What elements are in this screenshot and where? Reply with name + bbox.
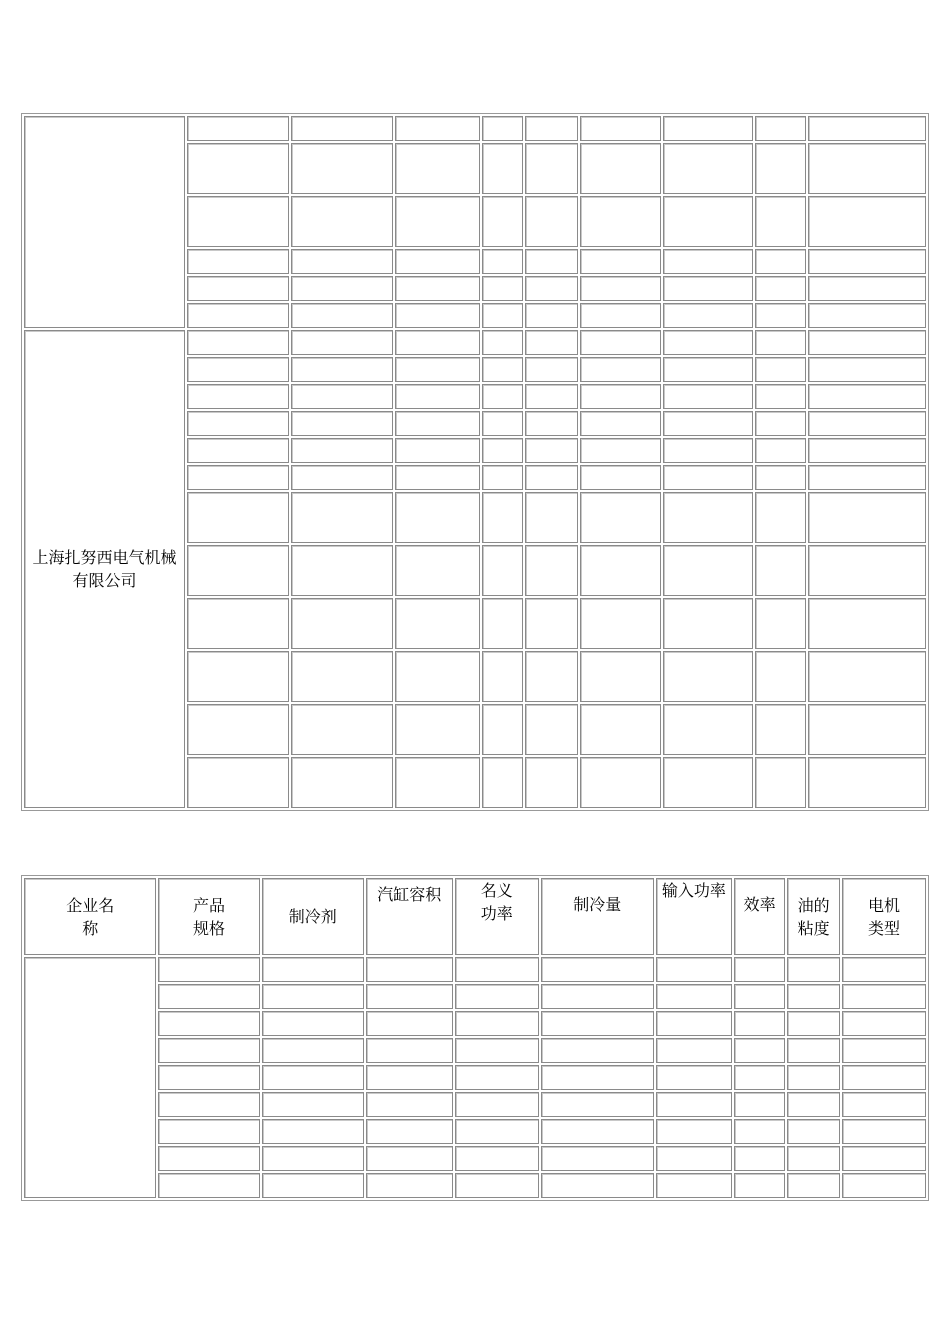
table-row: [24, 1173, 926, 1198]
table-cell: [541, 1092, 654, 1117]
table-cell: [808, 303, 926, 328]
table-cell: [482, 598, 524, 649]
table-cell: [482, 438, 524, 463]
table-cell: [482, 757, 524, 808]
table-cell: [580, 303, 661, 328]
table-cell: [187, 757, 289, 808]
table-cell: [395, 598, 480, 649]
company-cell: [24, 330, 185, 808]
table-cell: [755, 411, 806, 436]
table-cell: [663, 330, 753, 355]
table-cell: [808, 143, 926, 194]
table-cell: [842, 1038, 926, 1063]
table-cell: [158, 984, 259, 1009]
table-cell: [808, 276, 926, 301]
table-cell: [541, 1146, 654, 1171]
table-cell: [482, 276, 524, 301]
table-cell: [291, 249, 393, 274]
table-cell: [291, 411, 393, 436]
table-cell: [755, 196, 806, 247]
table-cell: [755, 492, 806, 543]
table-cell: [525, 411, 578, 436]
table-row: [24, 1092, 926, 1117]
table-cell: [656, 1092, 732, 1117]
table-row: [24, 1119, 926, 1144]
table-cell: [455, 1038, 539, 1063]
table-cell: [541, 1011, 654, 1036]
table-cell: [787, 1065, 840, 1090]
table-cell: [755, 276, 806, 301]
table-cell: [755, 330, 806, 355]
table-cell: [482, 704, 524, 755]
table-cell: [656, 1173, 732, 1198]
table-cell: [663, 492, 753, 543]
table-cell: [541, 1173, 654, 1198]
table-cell: [808, 757, 926, 808]
table-cell: [580, 757, 661, 808]
table-cell: [482, 545, 524, 596]
table-cell: [580, 143, 661, 194]
table-cell: [842, 1119, 926, 1144]
table-cell: [291, 384, 393, 409]
table-cell: [842, 984, 926, 1009]
table-cell: [366, 1146, 453, 1171]
table1-body: [24, 116, 926, 808]
table-cell: [580, 465, 661, 490]
table-cell: [808, 384, 926, 409]
company-cell: [24, 116, 185, 328]
table-cell: [755, 704, 806, 755]
table-row: [24, 116, 926, 141]
table-cell: [663, 249, 753, 274]
table-cell: [663, 411, 753, 436]
table-cell: [755, 757, 806, 808]
table-cell: [842, 1146, 926, 1171]
table-cell: [158, 1119, 259, 1144]
table-cell: [734, 1119, 786, 1144]
table-cell: [455, 957, 539, 982]
table-cell: [525, 492, 578, 543]
table-cell: [734, 1038, 786, 1063]
table-cell: [395, 357, 480, 382]
table-cell: [787, 1146, 840, 1171]
table-row: [24, 1065, 926, 1090]
table-cell: [734, 1011, 786, 1036]
table-cell: [291, 598, 393, 649]
table-cell: [158, 1038, 259, 1063]
table-cell: [187, 438, 289, 463]
table-cell: [580, 196, 661, 247]
table-cell: [541, 1119, 654, 1144]
table-cell: [482, 116, 524, 141]
table-cell: [656, 1038, 732, 1063]
table-cell: [842, 957, 926, 982]
table-cell: [455, 1092, 539, 1117]
table-cell: [395, 651, 480, 702]
table-cell: [291, 143, 393, 194]
table-cell: [395, 757, 480, 808]
table-cell: [291, 545, 393, 596]
table-cell: [455, 1119, 539, 1144]
table-cell: [187, 357, 289, 382]
table-cell: [395, 465, 480, 490]
table-cell: [395, 330, 480, 355]
table-cell: [187, 330, 289, 355]
table-cell: [291, 276, 393, 301]
table-cell: [808, 196, 926, 247]
table-cell: [395, 438, 480, 463]
table-cell: [656, 984, 732, 1009]
table-cell: [842, 1092, 926, 1117]
company-cell: [24, 957, 156, 1198]
table-cell: [187, 465, 289, 490]
table-cell: [158, 1146, 259, 1171]
table-cell: [525, 384, 578, 409]
table-cell: [395, 704, 480, 755]
table-row: [24, 1146, 926, 1171]
table-cell: [755, 438, 806, 463]
header-displacement: 汽缸容积: [366, 878, 453, 955]
table-cell: [291, 303, 393, 328]
table-cell: [187, 492, 289, 543]
table-cell: [291, 492, 393, 543]
table-cell: [291, 757, 393, 808]
table-row: [24, 1038, 926, 1063]
table-cell: [663, 438, 753, 463]
table-cell: [734, 984, 786, 1009]
table-cell: [580, 598, 661, 649]
table-cell: [734, 1173, 786, 1198]
table-cell: [808, 357, 926, 382]
table-cell: [366, 984, 453, 1009]
table-cell: [663, 545, 753, 596]
table-cell: [656, 1119, 732, 1144]
table-cell: [455, 1011, 539, 1036]
table-cell: [395, 196, 480, 247]
table-cell: [580, 330, 661, 355]
table-cell: [262, 1011, 364, 1036]
table-cell: [656, 957, 732, 982]
header-nominal-power: 名义功率: [455, 878, 539, 955]
table-cell: [262, 1092, 364, 1117]
table-cell: [187, 704, 289, 755]
table-cell: [158, 1173, 259, 1198]
table-cell: [395, 276, 480, 301]
header-motor-type: 电机类型: [842, 878, 926, 955]
table-cell: [663, 116, 753, 141]
table-cell: [482, 303, 524, 328]
table-cell: [291, 704, 393, 755]
table-cell: [787, 1119, 840, 1144]
table-cell: [262, 1065, 364, 1090]
table-cell: [787, 1092, 840, 1117]
table-row: [24, 984, 926, 1009]
table-cell: [808, 330, 926, 355]
table-cell: [262, 957, 364, 982]
header-company: 企业名称: [24, 878, 156, 955]
table-cell: [663, 196, 753, 247]
table-cell: [734, 1092, 786, 1117]
table-cell: [395, 545, 480, 596]
table-cell: [158, 957, 259, 982]
table-cell: [262, 1146, 364, 1171]
table-cell: [663, 704, 753, 755]
table-cell: [525, 276, 578, 301]
table-cell: [262, 1119, 364, 1144]
table-cell: [395, 492, 480, 543]
table-cell: [525, 249, 578, 274]
table-cell: [482, 330, 524, 355]
table-cell: [525, 196, 578, 247]
table-cell: [525, 357, 578, 382]
table-cell: [808, 411, 926, 436]
table-cell: [755, 384, 806, 409]
table-cell: [842, 1011, 926, 1036]
table-row: [24, 957, 926, 982]
table-cell: [525, 330, 578, 355]
table-cell: [291, 438, 393, 463]
table-cell: [187, 384, 289, 409]
table-cell: [755, 116, 806, 141]
table-cell: [187, 276, 289, 301]
table-cell: [656, 1146, 732, 1171]
table-cell: [787, 957, 840, 982]
header-input-power: 输入功率: [656, 878, 732, 955]
product-table-continued: [21, 113, 929, 811]
table-cell: [755, 249, 806, 274]
table-cell: [842, 1065, 926, 1090]
table-cell: [482, 651, 524, 702]
table-cell: [734, 1065, 786, 1090]
table-cell: [808, 545, 926, 596]
table-cell: [734, 1146, 786, 1171]
table-cell: [580, 249, 661, 274]
table-cell: [755, 651, 806, 702]
table-cell: [580, 384, 661, 409]
table-cell: [366, 1173, 453, 1198]
table-cell: [187, 411, 289, 436]
table-cell: [482, 411, 524, 436]
table-cell: [395, 116, 480, 141]
table-cell: [525, 465, 578, 490]
header-efficiency: 效率: [734, 878, 786, 955]
table-cell: [395, 384, 480, 409]
table-cell: [187, 116, 289, 141]
table-cell: [482, 384, 524, 409]
table-cell: [395, 249, 480, 274]
table-cell: [580, 545, 661, 596]
table-cell: [656, 1065, 732, 1090]
table-cell: [755, 303, 806, 328]
table-cell: [663, 465, 753, 490]
table-cell: [525, 143, 578, 194]
table-cell: [755, 143, 806, 194]
table2-body: [24, 957, 926, 1198]
table-cell: [787, 1011, 840, 1036]
table-cell: [187, 651, 289, 702]
table-cell: [482, 196, 524, 247]
table-cell: [482, 492, 524, 543]
table-cell: [262, 1038, 364, 1063]
table-cell: [808, 598, 926, 649]
table-cell: [842, 1173, 926, 1198]
table-cell: [663, 303, 753, 328]
header-row: [24, 878, 926, 955]
table-cell: [395, 411, 480, 436]
table-cell: [291, 651, 393, 702]
header-oil-viscosity: 油的粘度: [787, 878, 840, 955]
table-cell: [656, 1011, 732, 1036]
header-refrigerant: 制冷剂: [262, 878, 364, 955]
table-cell: [808, 492, 926, 543]
table-cell: [663, 651, 753, 702]
table-cell: [663, 384, 753, 409]
table-cell: [541, 984, 654, 1009]
table-cell: [755, 545, 806, 596]
table-row: [24, 1011, 926, 1036]
table-cell: [482, 465, 524, 490]
table-cell: [482, 143, 524, 194]
table-cell: [366, 957, 453, 982]
table-cell: [525, 545, 578, 596]
table-cell: [525, 598, 578, 649]
compressor-spec-table: [21, 875, 929, 1201]
table-cell: [158, 1011, 259, 1036]
table-cell: [808, 704, 926, 755]
table-cell: [541, 957, 654, 982]
table-cell: [525, 757, 578, 808]
table-cell: [366, 1119, 453, 1144]
table-cell: [541, 1038, 654, 1063]
table-cell: [525, 651, 578, 702]
table-cell: [580, 651, 661, 702]
table-cell: [187, 196, 289, 247]
table-cell: [663, 143, 753, 194]
table-cell: [262, 1173, 364, 1198]
table-cell: [541, 1065, 654, 1090]
header-cooling-capacity: 制冷量: [541, 878, 654, 955]
table-cell: [366, 1011, 453, 1036]
table-cell: [580, 438, 661, 463]
table-cell: [663, 757, 753, 808]
table-cell: [395, 303, 480, 328]
table-cell: [808, 465, 926, 490]
table-cell: [755, 357, 806, 382]
table-cell: [580, 276, 661, 301]
table-cell: [525, 438, 578, 463]
table-cell: [291, 330, 393, 355]
table-cell: [808, 116, 926, 141]
table-cell: [455, 1065, 539, 1090]
table-cell: [455, 1173, 539, 1198]
table-cell: [580, 704, 661, 755]
table-cell: [187, 545, 289, 596]
table-cell: [663, 276, 753, 301]
company-name: 上海扎努西电气机械有限公司: [32, 548, 177, 590]
table-cell: [580, 411, 661, 436]
table-cell: [580, 357, 661, 382]
table-cell: [455, 984, 539, 1009]
table-cell: [755, 465, 806, 490]
table-cell: [187, 303, 289, 328]
table-cell: [525, 704, 578, 755]
table-cell: [187, 143, 289, 194]
table-cell: [580, 492, 661, 543]
table-cell: [158, 1092, 259, 1117]
table-cell: [787, 1038, 840, 1063]
table-cell: [187, 598, 289, 649]
table-cell: [808, 651, 926, 702]
table-cell: [808, 438, 926, 463]
table-row: [24, 330, 926, 355]
table-cell: [187, 249, 289, 274]
table-cell: [482, 357, 524, 382]
table-cell: [455, 1146, 539, 1171]
table-cell: [663, 598, 753, 649]
header-spec: 产品规格: [158, 878, 259, 955]
table-cell: [158, 1065, 259, 1090]
table-cell: [755, 598, 806, 649]
table-cell: [663, 357, 753, 382]
table-cell: [482, 249, 524, 274]
table-cell: [291, 116, 393, 141]
table-cell: [580, 116, 661, 141]
table-cell: [366, 1092, 453, 1117]
table-cell: [734, 957, 786, 982]
table-cell: [262, 984, 364, 1009]
table-cell: [787, 1173, 840, 1198]
table-cell: [291, 465, 393, 490]
table-cell: [366, 1065, 453, 1090]
table-cell: [525, 303, 578, 328]
table-cell: [525, 116, 578, 141]
table-cell: [291, 196, 393, 247]
table-cell: [808, 249, 926, 274]
table-cell: [366, 1038, 453, 1063]
table-cell: [395, 143, 480, 194]
table-cell: [787, 984, 840, 1009]
table-cell: [291, 357, 393, 382]
